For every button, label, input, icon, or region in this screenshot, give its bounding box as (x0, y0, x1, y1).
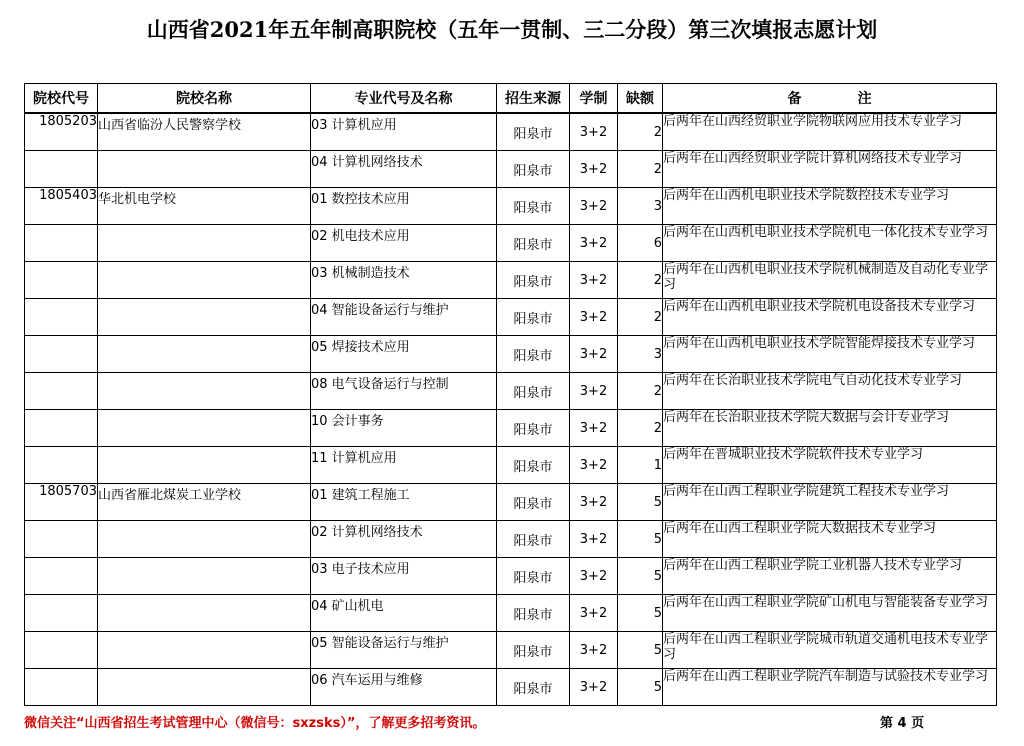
cell-school-code (25, 336, 98, 373)
cell-remark: 后两年在山西工程职业学院建筑工程技术专业学习 (663, 484, 997, 521)
cell-quota: 5 (618, 558, 663, 595)
header-school-name: 院校名称 (98, 84, 311, 114)
header-remark: 备 注 (663, 84, 997, 114)
cell-remark: 后两年在长治职业技术学院大数据与会计专业学习 (663, 410, 997, 447)
cell-system: 3+2 (570, 521, 618, 558)
cell-school-code (25, 521, 98, 558)
page-number: 第 4 页 (880, 716, 925, 731)
cell-major: 08 电气设备运行与控制 (311, 373, 497, 410)
cell-school-code (25, 262, 98, 299)
cell-school-name (98, 521, 311, 558)
cell-source: 阳泉市 (497, 262, 570, 299)
cell-system: 3+2 (570, 188, 618, 225)
cell-school-code (25, 447, 98, 484)
table-row (25, 484, 997, 521)
cell-system: 3+2 (570, 336, 618, 373)
header-school-code: 院校代号 (25, 84, 98, 114)
page-title: 山西省2021年五年制高职院校（五年一贯制、三二分段）第三次填报志愿计划 (146, 17, 878, 42)
cell-major: 11 计算机应用 (311, 447, 497, 484)
cell-source: 阳泉市 (497, 188, 570, 225)
cell-remark: 后两年在山西机电职业技术学院机电设备技术专业学习 (663, 299, 997, 336)
table-row (25, 669, 997, 706)
cell-school-code (25, 299, 98, 336)
cell-quota: 2 (618, 299, 663, 336)
cell-remark: 后两年在山西机电职业技术学院数控技术专业学习 (663, 188, 997, 225)
cell-school-name (98, 410, 311, 447)
cell-school-code (25, 410, 98, 447)
table-row (25, 262, 997, 299)
cell-source: 阳泉市 (497, 151, 570, 188)
wechat-notice: 微信关注“山西省招生考试管理中心（微信号：sxzsks）”，了解更多招考资讯。 (24, 716, 486, 731)
cell-school-name (98, 669, 311, 706)
cell-school-code: 1805203 (25, 113, 98, 151)
table-row (25, 336, 997, 373)
cell-quota: 5 (618, 632, 663, 669)
cell-remark: 后两年在山西机电职业技术学院智能焊接技术专业学习 (663, 336, 997, 373)
cell-major: 04 智能设备运行与维护 (311, 299, 497, 336)
cell-remark: 后两年在山西工程职业学院工业机器人技术专业学习 (663, 558, 997, 595)
cell-source: 阳泉市 (497, 521, 570, 558)
cell-school-name (98, 558, 311, 595)
cell-remark: 后两年在长治职业技术学院电气自动化技术专业学习 (663, 373, 997, 410)
table-row (25, 151, 997, 188)
cell-source: 阳泉市 (497, 299, 570, 336)
cell-quota: 5 (618, 669, 663, 706)
header-quota: 缺额 (618, 84, 663, 114)
cell-quota: 1 (618, 447, 663, 484)
cell-school-code (25, 669, 98, 706)
cell-quota: 5 (618, 595, 663, 632)
cell-system: 3+2 (570, 151, 618, 188)
table-row (25, 595, 997, 632)
cell-school-name (98, 632, 311, 669)
cell-quota: 3 (618, 188, 663, 225)
cell-major: 01 数控技术应用 (311, 188, 497, 225)
cell-system: 3+2 (570, 373, 618, 410)
cell-system: 3+2 (570, 632, 618, 669)
cell-remark: 后两年在山西工程职业学院城市轨道交通机电技术专业学习 (663, 632, 997, 669)
header-source: 招生来源 (497, 84, 570, 114)
cell-school-name (98, 299, 311, 336)
cell-major: 02 计算机网络技术 (311, 521, 497, 558)
cell-system: 3+2 (570, 558, 618, 595)
cell-source: 阳泉市 (497, 113, 570, 151)
cell-system: 3+2 (570, 262, 618, 299)
cell-system: 3+2 (570, 669, 618, 706)
cell-school-code: 1805703 (25, 484, 98, 521)
cell-major: 06 汽车运用与维修 (311, 669, 497, 706)
cell-quota: 6 (618, 225, 663, 262)
cell-source: 阳泉市 (497, 336, 570, 373)
cell-school-name (98, 373, 311, 410)
cell-source: 阳泉市 (497, 669, 570, 706)
cell-major: 10 会计事务 (311, 410, 497, 447)
header-system: 学制 (570, 84, 618, 114)
cell-system: 3+2 (570, 410, 618, 447)
table-row (25, 299, 997, 336)
cell-school-name: 山西省雁北煤炭工业学校 (98, 484, 311, 521)
cell-school-name (98, 225, 311, 262)
cell-source: 阳泉市 (497, 410, 570, 447)
cell-major: 04 计算机网络技术 (311, 151, 497, 188)
cell-system: 3+2 (570, 484, 618, 521)
table-row (25, 373, 997, 410)
cell-quota: 2 (618, 410, 663, 447)
cell-quota: 3 (618, 336, 663, 373)
cell-quota: 2 (618, 262, 663, 299)
cell-major: 04 矿山机电 (311, 595, 497, 632)
table-header-row (25, 84, 997, 114)
cell-school-code (25, 595, 98, 632)
cell-school-code: 1805403 (25, 188, 98, 225)
enrollment-plan-table (24, 83, 997, 706)
table-row (25, 188, 997, 225)
cell-system: 3+2 (570, 299, 618, 336)
cell-system: 3+2 (570, 113, 618, 151)
cell-quota: 2 (618, 373, 663, 410)
cell-remark: 后两年在晋城职业技术学院软件技术专业学习 (663, 447, 997, 484)
table-row (25, 632, 997, 669)
table-row (25, 558, 997, 595)
cell-major: 02 机电技术应用 (311, 225, 497, 262)
cell-remark: 后两年在山西工程职业学院汽车制造与试验技术专业学习 (663, 669, 997, 706)
cell-source: 阳泉市 (497, 447, 570, 484)
cell-school-name (98, 262, 311, 299)
table-row (25, 447, 997, 484)
cell-school-code (25, 225, 98, 262)
cell-major: 03 计算机应用 (311, 113, 497, 151)
cell-major: 03 电子技术应用 (311, 558, 497, 595)
header-major: 专业代号及名称 (311, 84, 497, 114)
cell-source: 阳泉市 (497, 484, 570, 521)
cell-school-code (25, 632, 98, 669)
cell-school-name (98, 595, 311, 632)
cell-quota: 2 (618, 151, 663, 188)
cell-school-name: 华北机电学校 (98, 188, 311, 225)
cell-school-code (25, 151, 98, 188)
cell-system: 3+2 (570, 225, 618, 262)
cell-school-name (98, 336, 311, 373)
table-row (25, 521, 997, 558)
cell-source: 阳泉市 (497, 595, 570, 632)
cell-remark: 后两年在山西工程职业学院矿山机电与智能装备专业学习 (663, 595, 997, 632)
cell-source: 阳泉市 (497, 632, 570, 669)
cell-major: 03 机械制造技术 (311, 262, 497, 299)
cell-school-code (25, 558, 98, 595)
table-row (25, 410, 997, 447)
cell-remark: 后两年在山西经贸职业学院物联网应用技术专业学习 (663, 113, 997, 151)
cell-remark: 后两年在山西工程职业学院大数据技术专业学习 (663, 521, 997, 558)
cell-school-name (98, 447, 311, 484)
cell-major: 05 智能设备运行与维护 (311, 632, 497, 669)
cell-quota: 5 (618, 521, 663, 558)
cell-school-code (25, 373, 98, 410)
cell-system: 3+2 (570, 595, 618, 632)
cell-remark: 后两年在山西机电职业技术学院机械制造及自动化专业学习 (663, 262, 997, 299)
cell-remark: 后两年在山西经贸职业学院计算机网络技术专业学习 (663, 151, 997, 188)
cell-system: 3+2 (570, 447, 618, 484)
table-row (25, 113, 997, 151)
cell-remark: 后两年在山西机电职业技术学院机电一体化技术专业学习 (663, 225, 997, 262)
cell-source: 阳泉市 (497, 225, 570, 262)
cell-major: 01 建筑工程施工 (311, 484, 497, 521)
cell-school-name (98, 151, 311, 188)
cell-quota: 5 (618, 484, 663, 521)
cell-quota: 2 (618, 113, 663, 151)
cell-major: 05 焊接技术应用 (311, 336, 497, 373)
table-row (25, 225, 997, 262)
cell-source: 阳泉市 (497, 373, 570, 410)
cell-source: 阳泉市 (497, 558, 570, 595)
cell-school-name: 山西省临汾人民警察学校 (98, 113, 311, 151)
